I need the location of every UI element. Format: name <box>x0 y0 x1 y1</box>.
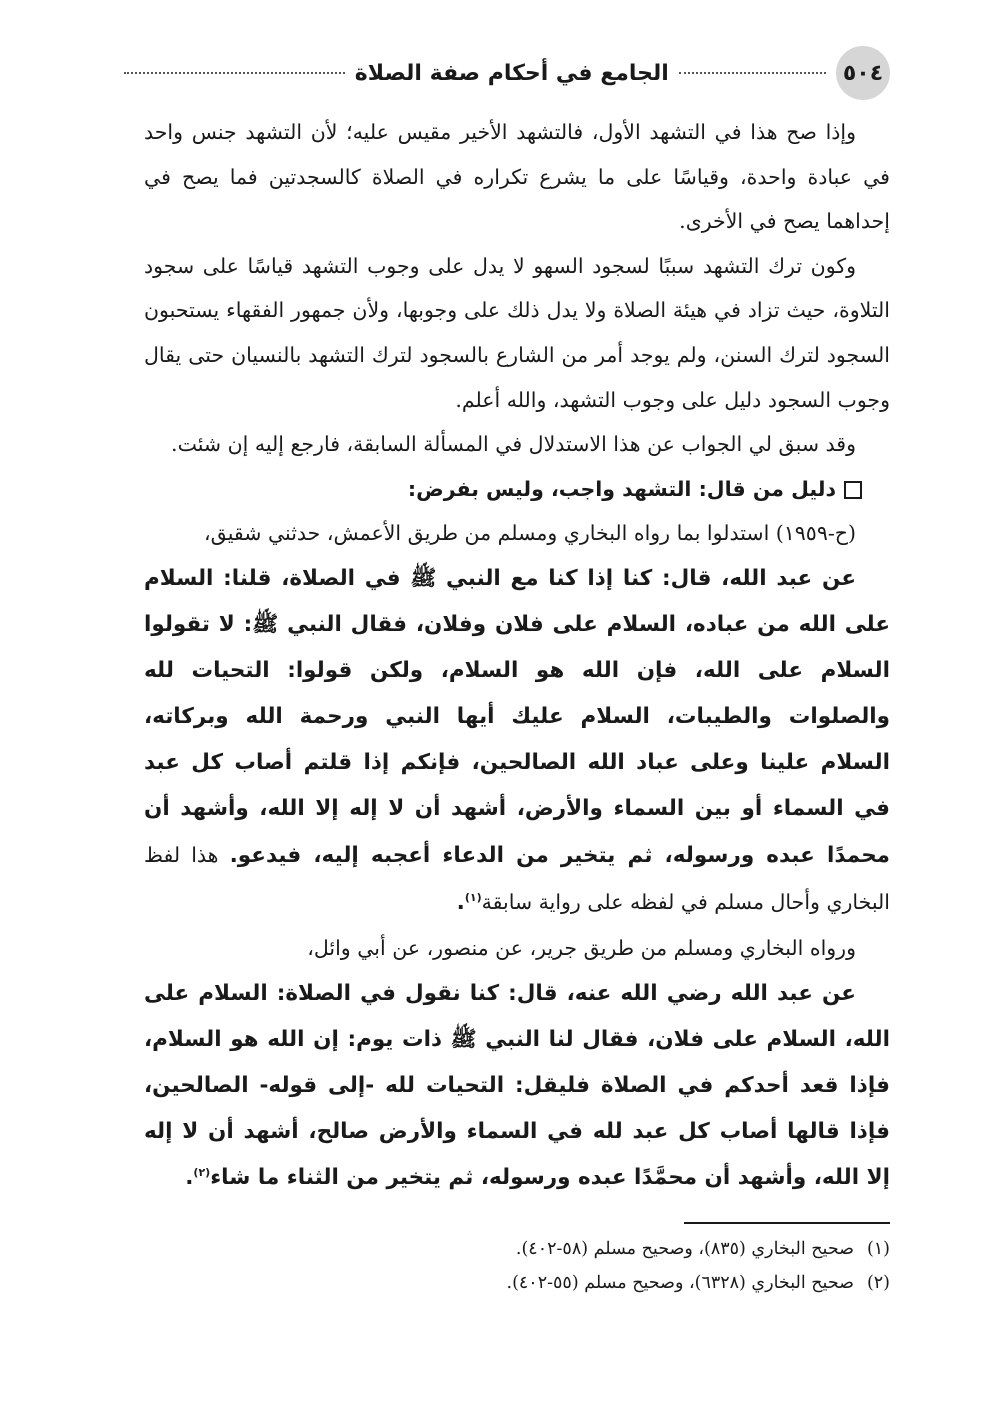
paragraph-5: ورواه البخاري ومسلم من طريق جرير، عن منصور، عن أبي وائل، <box>307 935 856 960</box>
footnote-ref-2[interactable]: (٢) <box>193 1165 211 1179</box>
footnote-ref-1[interactable]: (١) <box>464 890 482 904</box>
section-heading <box>144 467 890 512</box>
header-dotted-rule-left <box>124 72 345 74</box>
hadith-1: عن عبد الله، قال: كنا إذا كنا مع النبي ﷺ في الصلاة، قلنا: السلام على الله من عباده، السلام على فلان وفلان، فقال النبي ﷺ: لا تقولوا السلام على الله، فإن الله هو السلام، ولكن قولوا: التحيات لله والصلوات والطيبات، السلام عليك أيها النبي ورحمة الله وبركاته، السلام علينا وعلى عباد الله الصالحين، فإنكم إذا قلتم أصاب كل عبد في السماء أو بين السماء والأرض، أشهد أن لا إله إلا الله، وأشهد أن محمدًا عبده ورسوله، ثم يتخير من الدعاء أعجبه إليه، فيدعو. هذا لفظ البخاري وأحال مسلم في لفظه على رواية سابقة$^{(١)}$. <box>144 565 890 915</box>
hadith-1-tail: هذا لفظ البخاري وأحال مسلم في لفظه على رواية سابقة <box>144 842 890 914</box>
hadith-1-text: عن عبد الله، قال: كنا إذا كنا مع النبي ﷺ في الصلاة، قلنا: السلام على الله من عباده، السلام على فلان وفلان، فقال النبي ﷺ: لا تقولوا السلام على الله، فإن الله هو السلام، ولكن قولوا: التحيات لله والصلوات والطيبات، السلام عليك أيها النبي ورحمة الله وبركاته، السلام علينا وعلى عباد الله الصالحين، فإنكم إذا قلتم أصاب كل عبد في السماء أو بين السماء والأرض، أشهد أن لا إله إلا الله، وأشهد أن محمدًا عبده ورسوله، ثم يتخير من الدعاء أعجبه إليه، فيدعو. <box>144 565 890 868</box>
footnote-2 <box>144 1266 890 1300</box>
paragraph-3: وقد سبق لي الجواب عن هذا الاستدلال في المسألة السابقة، فارجع إليه إن شئت. <box>171 432 856 457</box>
paragraph-4: (ح-١٩٥٩) استدلوا بما رواه البخاري ومسلم من طريق الأعمش، حدثني شقيق، <box>203 521 856 546</box>
main-text <box>144 110 890 1201</box>
checkbox-square-icon <box>844 481 862 499</box>
hadith-2: عن عبد الله رضي الله عنه، قال: كنا نقول في الصلاة: السلام على الله، السلام على فلان، فقال لنا النبي ﷺ ذات يوم: إن الله هو السلام، فإذا قعد أحدكم في الصلاة فليقل: التحيات لله -إلى قوله- الصالحين، فإذا قالها أصاب كل عبد لله في السماء والأرض صالح، أشهد أن لا إله إلا الله، وأشهد أن محمَّدًا عبده ورسوله، ثم يتخير من الثناء ما شاء$^{(٢)}$. <box>144 980 890 1190</box>
page-number-badge: ٥٠٤ <box>836 46 890 100</box>
footnote-1-number: (١) <box>866 1239 890 1259</box>
hadith-2-text: عن عبد الله رضي الله عنه، قال: كنا نقول في الصلاة: السلام على الله، السلام على فلان، فقال لنا النبي ﷺ ذات يوم: إن الله هو السلام، فإذا قعد أحدكم في الصلاة فليقل: التحيات لله -إلى قوله- الصالحين، فإذا قالها أصاب كل عبد لله في السماء والأرض صالح، أشهد أن لا إله إلا الله، وأشهد أن محمَّدًا عبده ورسوله، ثم يتخير من الثناء ما شاء <box>144 980 890 1190</box>
header-dotted-rule-right <box>679 72 826 74</box>
footnote-1-text: صحيح البخاري (٨٣٥)، وصحيح مسلم (٥٨-٤٠٢). <box>515 1239 854 1259</box>
footnote-1 <box>144 1232 890 1266</box>
footnotes <box>144 1232 890 1300</box>
footnote-separator <box>684 1222 890 1224</box>
footnote-2-text: صحيح البخاري (٦٣٢٨)، وصحيح مسلم (٥٥-٤٠٢). <box>506 1273 854 1293</box>
section-heading-text: دليل من قال: التشهد واجب، وليس بفرض: <box>407 476 836 501</box>
header-title: الجامع في أحكام صفة الصلاة <box>354 60 669 86</box>
paragraph-2: وكون ترك التشهد سببًا لسجود السهو لا يدل على وجوب التشهد قياسًا على سجود التلاوة، حيث تزاد في هيئة الصلاة ولا يدل ذلك على وجوبها، ولأن جمهور الفقهاء يستحبون السجود لترك السنن، ولم يوجد أمر من الشارع بالسجود لترك التشهد بالنسيان حتى يقال وجوب السجود دليل على وجوب التشهد، والله أعلم. <box>144 253 890 412</box>
paragraph-1: وإذا صح هذا في التشهد الأول، فالتشهد الأخير مقيس عليه؛ لأن التشهد جنس واحد في عبادة واحدة، وقياسًا على ما يشرع تكراره في الصلاة كالسجدتين فما يصح في إحداهما يصح في الأخرى. <box>144 120 890 234</box>
footnote-2-number: (٢) <box>866 1273 890 1293</box>
running-header <box>114 44 890 102</box>
